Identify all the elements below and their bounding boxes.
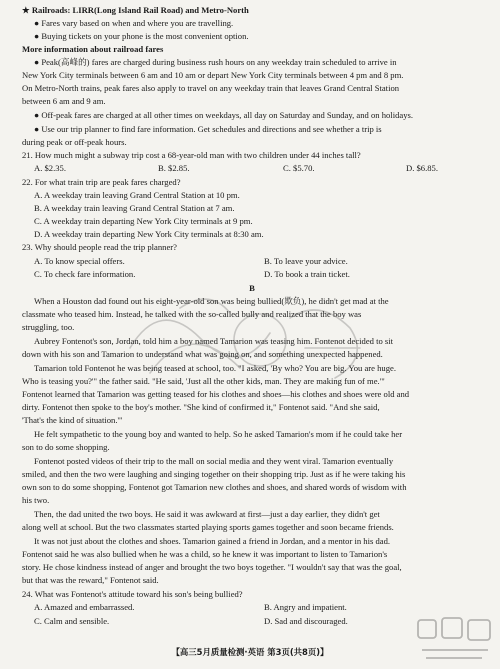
passage-b-label: B [249, 283, 255, 293]
passage-line: It was not just about the clothes and shoes. Tamarion gained a friend in Jordan, and a mentor in his dad. [34, 536, 391, 546]
passage-line: dirty. Fontenot then spoke to the boy's mother. "She kind of confirmed it," Fontenot said. "And she said, [22, 402, 380, 412]
passage-line: Tamarion told Fontenot he was being teased at school, too. "I asked, 'By who? You are big. You are huge. [34, 363, 396, 373]
q22-option-b: B. A weekday train leaving Grand Central Station at 7 am. [34, 203, 235, 213]
off-peak-line: ● Off-peak fares are charged at all other times on weekdays, all day on Saturday and Sunday, and on holidays. [34, 110, 413, 120]
peak-fares-line-3: On Metro-North trains, peak fares also apply to travel on any weekday train that leaves Grand Central Station [22, 83, 400, 93]
q22-option-d: D. A weekday train departing New York City terminals at 8:30 am. [34, 229, 264, 239]
bullet-fares-vary: ● Fares vary based on when and where you are travelling. [34, 18, 234, 28]
q23-option-c: C. To check fare information. [34, 269, 136, 279]
passage-line: story. He chose kindness instead of anger and brought the two boys together. "I wouldn't say that was the goal, [22, 562, 402, 572]
passage-line: but that was the reward," Fontenot said. [22, 575, 159, 585]
q21-question: 21. How much might a subway trip cost a 68-year-old man with two children under 44 inches tall? [22, 150, 361, 160]
passage-line: Fontenot said he was also bullied when he was a child, so he knew it was important to listen to Tamarion's [22, 549, 388, 559]
q23-option-d: D. To book a train ticket. [264, 269, 350, 279]
passage-line: He felt sympathetic to the young boy and wanted to help. So he asked Tamarion's mom if he could take her [34, 429, 403, 439]
q21-option-a: A. $2.35. [34, 163, 66, 173]
passage-line: down with his son and Tamarion to understand what was going on, and something unexpected happened. [22, 349, 383, 359]
passage-line: his two. [22, 495, 50, 505]
q22-question: 22. For what train trip are peak fares charged? [22, 177, 181, 187]
peak-fares-line-1: ● Peak(高峰的) fares are charged during business rush hours on any weekday train scheduled to arrive in [34, 57, 397, 67]
passage-line: Who is teasing you?'" the father said. "He said, 'Just all the other kids, man. They are making fun of me.'" [22, 376, 385, 386]
q22-option-c: C. A weekday train departing New York City terminals at 9 pm. [34, 216, 253, 226]
passage-line: smiled, and then the two were laughing and singing together on their shopping trip. Just as if he were taking his [22, 469, 406, 479]
q24-question: 24. What was Fontenot's attitude toward his son's being bullied? [22, 589, 243, 599]
q23-option-a: A. To know special offers. [34, 256, 125, 266]
q24-option-c: C. Calm and sensible. [34, 616, 110, 626]
q21-option-c: C. $5.70. [283, 163, 315, 173]
passage-line: struggling, too. [22, 322, 75, 332]
passage-line: son to do some shopping. [22, 442, 110, 452]
q24-option-b: B. Angry and impatient. [264, 602, 347, 612]
q24-option-a: A. Amazed and embarrassed. [34, 602, 135, 612]
passage-line: Fontenot posted videos of their trip to the mall on social media and they went viral. Tamarion eventually [34, 456, 394, 466]
passage-line: 'That's the kind of situation.'" [22, 415, 123, 425]
passage-line: When a Houston dad found out his eight-year-old son was being bullied(欺负), he didn't get mad at the [34, 296, 389, 306]
q23-question: 23. Why should people read the trip planner? [22, 242, 177, 252]
q21-option-d: D. $6.85. [406, 163, 438, 173]
trip-planner-line-1: ● Use our trip planner to find fare information. Get schedules and directions and see whether a trip is [34, 124, 382, 134]
passage-line: Aubrey Fontenot's son, Jordan, told him a boy named Tamarion was teasing him. Fontenot decided to sit [34, 336, 394, 346]
peak-fares-line-4: between 6 am and 9 am. [22, 96, 106, 106]
trip-planner-line-2: during peak or off-peak hours. [22, 137, 127, 147]
q21-option-b: B. $2.85. [158, 163, 190, 173]
q23-option-b: B. To leave your advice. [264, 256, 348, 266]
peak-fares-line-2: New York City terminals between 6 am and 10 am or depart New York City terminals between 4 pm and 8 pm. [22, 70, 404, 80]
bullet-buy-on-phone: ● Buying tickets on your phone is the most convenient option. [34, 31, 249, 41]
passage-line: along well at school. But the two classmates started playing sports games together and soon became friends. [22, 522, 394, 532]
passage-line: Fontenot learned that Tamarion was getting teased for his clothes and shoes—his clothes and shoes were old and [22, 389, 410, 399]
passage-line: own son to do some shopping, Fontenot got Tamarion new clothes and shoes, and shared words of wisdom with [22, 482, 407, 492]
q22-option-a: A. A weekday train leaving Grand Central Station at 10 pm. [34, 190, 240, 200]
q24-option-d: D. Sad and discouraged. [264, 616, 348, 626]
railroads-heading: ★ Railroads: LIRR(Long Island Rail Road) and Metro-North [22, 5, 249, 15]
passage-line: Then, the dad united the two boys. He said it was awkward at first—just a day earlier, they didn't get [34, 509, 380, 519]
more-info-heading: More information about railroad fares [22, 44, 164, 54]
passage-line: classmate who teased him. Instead, he talked with the so-called bully and realized that the boy was [22, 309, 362, 319]
page-footer: 【高三5月质量检测·英语 第3页(共8页)】 [171, 647, 329, 657]
